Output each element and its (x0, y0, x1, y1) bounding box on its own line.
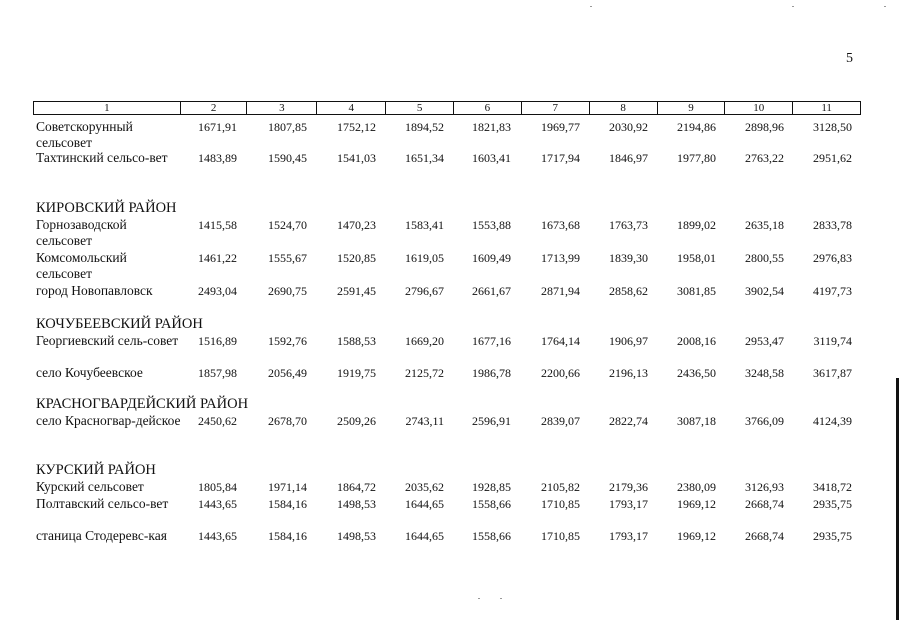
table-cell: 1415,58 (198, 218, 237, 232)
table-cell: 2493,04 (198, 284, 237, 298)
table-cell: 2763,22 (745, 151, 784, 165)
row-label: Курский сельсовет (36, 479, 144, 494)
table-cell: 1584,16 (268, 497, 307, 511)
scan-speck (500, 598, 502, 599)
table-cell: 1553,88 (472, 218, 511, 232)
table-cell: 1541,03 (337, 151, 376, 165)
table-cell: 4197,73 (813, 284, 852, 298)
table-cell: 1919,75 (337, 366, 376, 380)
table-cell: 1969,77 (541, 120, 580, 134)
table-cell: 2008,16 (677, 334, 716, 348)
table-cell: 2105,82 (541, 480, 580, 494)
table-cell: 2030,92 (609, 120, 648, 134)
table-cell: 1977,80 (677, 151, 716, 165)
district-heading: КРАСНОГВАРДЕЙСКИЙ РАЙОН (36, 396, 249, 412)
scan-speck (792, 6, 794, 7)
table-cell: 1752,12 (337, 120, 376, 134)
table-cell: 3248,58 (745, 366, 784, 380)
header-cell: 4 (317, 102, 386, 114)
table-cell: 1461,22 (198, 251, 237, 265)
table-cell: 1483,89 (198, 151, 237, 165)
row-label: Горнозаводской сельсовет (36, 217, 127, 248)
district-heading: КУРСКИЙ РАЙОН (36, 462, 156, 478)
table-cell: 1609,49 (472, 251, 511, 265)
header-cell: 11 (821, 102, 832, 114)
header-cell: 1 (34, 102, 181, 114)
table-cell: 1619,05 (405, 251, 444, 265)
table-cell: 2668,74 (745, 497, 784, 511)
table-cell: 2858,62 (609, 284, 648, 298)
table-cell: 1498,53 (337, 529, 376, 543)
row-label: Полтавский сельсо-вет (36, 496, 169, 511)
table-cell: 2194,86 (677, 120, 716, 134)
table-cell: 2635,18 (745, 218, 784, 232)
table-cell: 1651,34 (405, 151, 444, 165)
district-heading: КИРОВСКИЙ РАЙОН (36, 200, 177, 216)
table-cell: 1793,17 (609, 497, 648, 511)
table-cell: 1671,91 (198, 120, 237, 134)
table-cell: 1443,65 (198, 529, 237, 543)
table-cell: 1805,84 (198, 480, 237, 494)
header-cell: 2 (181, 102, 248, 114)
table-cell: 1894,52 (405, 120, 444, 134)
table-cell: 1590,45 (268, 151, 307, 165)
header-cell: 3 (247, 102, 317, 114)
row-label: Советскорунный сельсовет (36, 119, 133, 150)
table-cell: 1986,78 (472, 366, 511, 380)
header-cell: 9 (658, 102, 726, 114)
header-cell: 10 (725, 102, 793, 114)
table-cell: 1763,73 (609, 218, 648, 232)
table-cell: 2822,74 (609, 414, 648, 428)
table-cell: 1971,14 (268, 480, 307, 494)
table-cell: 3081,85 (677, 284, 716, 298)
table-cell: 2833,78 (813, 218, 852, 232)
table-cell: 1958,01 (677, 251, 716, 265)
table-cell: 2871,94 (541, 284, 580, 298)
table-cell: 1592,76 (268, 334, 307, 348)
row-label: село Кочубеевское (36, 365, 143, 380)
header-cell: 8 (590, 102, 658, 114)
table-cell: 2509,26 (337, 414, 376, 428)
table-cell: 2179,36 (609, 480, 648, 494)
table-cell: 2839,07 (541, 414, 580, 428)
table-cell: 3126,93 (745, 480, 784, 494)
scan-edge-line (896, 378, 899, 620)
table-cell: 2743,11 (405, 414, 444, 428)
table-cell: 2196,13 (609, 366, 648, 380)
table-cell: 1644,65 (405, 529, 444, 543)
district-heading: КОЧУБЕЕВСКИЙ РАЙОН (36, 316, 203, 332)
table-cell: 1558,66 (472, 497, 511, 511)
row-label: село Красногвар-дейское (36, 413, 181, 428)
table-cell: 1710,85 (541, 497, 580, 511)
row-label: город Новопавловск (36, 283, 153, 298)
table-cell: 2796,67 (405, 284, 444, 298)
table-cell: 2898,96 (745, 120, 784, 134)
scan-speck (478, 598, 480, 599)
table-cell: 1673,68 (541, 218, 580, 232)
table-cell: 1443,65 (198, 497, 237, 511)
table-cell: 1864,72 (337, 480, 376, 494)
table-cell: 2800,55 (745, 251, 784, 265)
table-cell: 1764,14 (541, 334, 580, 348)
table-cell: 1969,12 (677, 497, 716, 511)
table-cell: 1603,41 (472, 151, 511, 165)
row-label: Комсомольский сельсовет (36, 250, 127, 281)
scan-speck (884, 6, 886, 7)
table-cell: 1857,98 (198, 366, 237, 380)
table-cell: 2125,72 (405, 366, 444, 380)
row-label: Тахтинский сельсо-вет (36, 150, 168, 165)
table-cell: 1821,83 (472, 120, 511, 134)
table-cell: 1644,65 (405, 497, 444, 511)
table-cell: 1520,85 (337, 251, 376, 265)
table-header-row (33, 101, 861, 115)
table-cell: 1498,53 (337, 497, 376, 511)
table-cell: 2661,67 (472, 284, 511, 298)
table-cell: 1717,94 (541, 151, 580, 165)
table-cell: 3087,18 (677, 414, 716, 428)
table-cell: 2200,66 (541, 366, 580, 380)
table-cell: 1588,53 (337, 334, 376, 348)
table-cell: 1584,16 (268, 529, 307, 543)
table-cell: 1793,17 (609, 529, 648, 543)
header-cell: 6 (454, 102, 522, 114)
table-cell: 1516,89 (198, 334, 237, 348)
table-cell: 2380,09 (677, 480, 716, 494)
table-cell: 4124,39 (813, 414, 852, 428)
table-cell: 2436,50 (677, 366, 716, 380)
table-cell: 1713,99 (541, 251, 580, 265)
table-cell: 1807,85 (268, 120, 307, 134)
table-cell: 2953,47 (745, 334, 784, 348)
page-number: 5 (846, 51, 853, 66)
table-cell: 1710,85 (541, 529, 580, 543)
table-cell: 1846,97 (609, 151, 648, 165)
table-cell: 2935,75 (813, 497, 852, 511)
table-cell: 3766,09 (745, 414, 784, 428)
table-cell: 2690,75 (268, 284, 307, 298)
table-cell: 1969,12 (677, 529, 716, 543)
table-cell: 3128,50 (813, 120, 852, 134)
header-cell: 5 (386, 102, 454, 114)
table-cell: 3902,54 (745, 284, 784, 298)
table-cell: 2951,62 (813, 151, 852, 165)
row-label: Георгиевский сель-совет (36, 333, 179, 348)
header-cell: 7 (522, 102, 590, 114)
table-cell: 2976,83 (813, 251, 852, 265)
scan-speck (590, 6, 592, 7)
table-cell: 2678,70 (268, 414, 307, 428)
table-cell: 1555,67 (268, 251, 307, 265)
table-cell: 3418,72 (813, 480, 852, 494)
table-cell: 2935,75 (813, 529, 852, 543)
table-cell: 1677,16 (472, 334, 511, 348)
table-cell: 1558,66 (472, 529, 511, 543)
table-cell: 1839,30 (609, 251, 648, 265)
table-cell: 1524,70 (268, 218, 307, 232)
table-cell: 2668,74 (745, 529, 784, 543)
table-cell: 2591,45 (337, 284, 376, 298)
table-cell: 1899,02 (677, 218, 716, 232)
table-cell: 1906,97 (609, 334, 648, 348)
table-cell: 2035,62 (405, 480, 444, 494)
table-cell: 1470,23 (337, 218, 376, 232)
table-cell: 3617,87 (813, 366, 852, 380)
table-cell: 2056,49 (268, 366, 307, 380)
table-cell: 1669,20 (405, 334, 444, 348)
table-cell: 1583,41 (405, 218, 444, 232)
table-cell: 3119,74 (813, 334, 852, 348)
table-cell: 2596,91 (472, 414, 511, 428)
table-cell: 2450,62 (198, 414, 237, 428)
row-label: станица Стодеревс-кая (36, 528, 167, 543)
table-cell: 1928,85 (472, 480, 511, 494)
